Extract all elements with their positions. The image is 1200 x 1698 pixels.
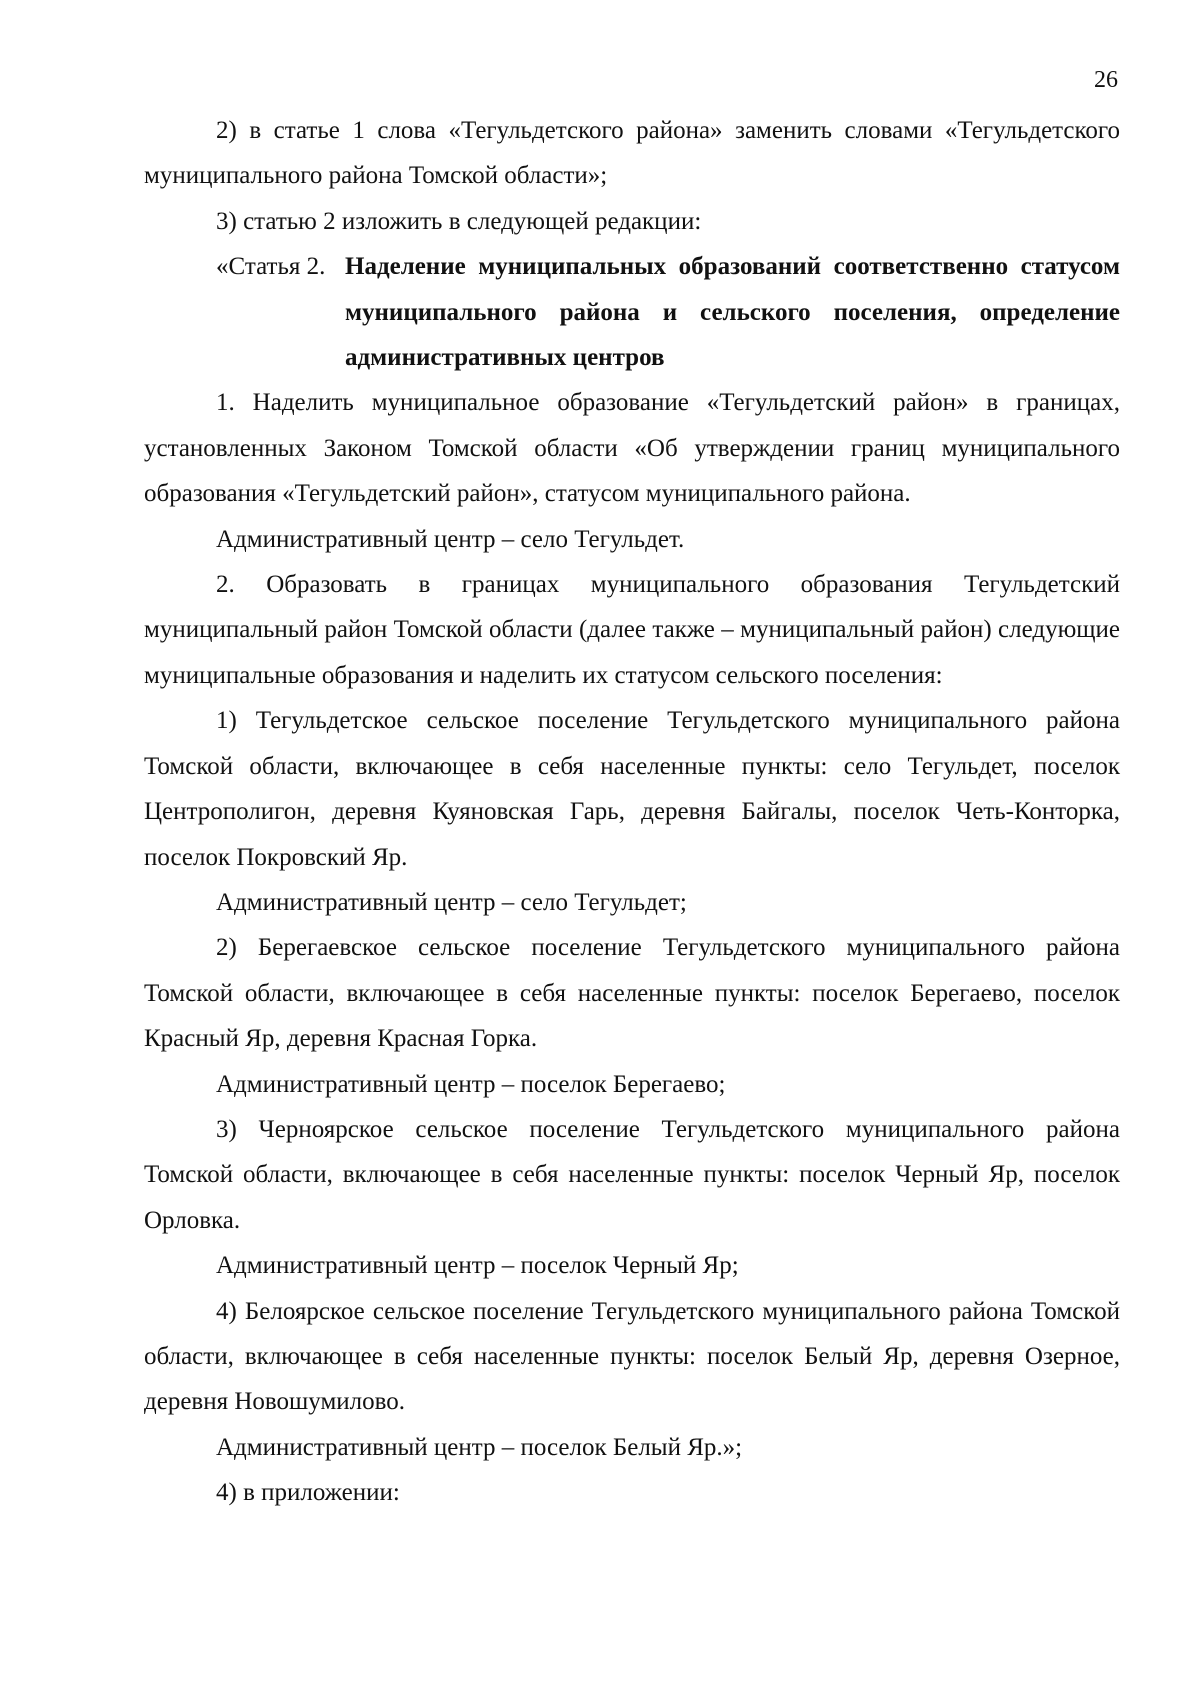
paragraph-settlement-3: 3) Черноярское сельское поселение Тегульдетского муниципального района Томской области, включающее в себя населенные пункты: поселок Черный Яр, поселок Орловка. <box>144 1115 1120 1234</box>
article-label: «Статья 2. <box>216 253 326 281</box>
paragraph-settlement-1-center: Административный центр – село Тегульдет; <box>216 888 687 916</box>
paragraph-settlement-2-center: Административный центр – поселок Берегаево; <box>216 1070 726 1098</box>
article-title: Наделение муниципальных образований соответственно статусом муниципального района и сельского поселения, определение административных центров <box>345 253 1120 372</box>
paragraph-settlement-4: 4) Белоярское сельское поселение Тегульдетского муниципального района Томской области, включающее в себя населенные пункты: поселок Белый Яр, деревня Озерное, деревня Новошумилово. <box>144 1297 1120 1416</box>
article-heading <box>144 244 1120 380</box>
paragraph-amend-article-1: 2) в статье 1 слова «Тегульдетского района» заменить словами «Тегульдетского муниципального района Томской области»; <box>144 117 1120 190</box>
paragraph-settlement-3-center: Административный центр – поселок Черный Яр; <box>216 1252 739 1280</box>
paragraph-district-status: 1. Наделить муниципальное образование «Тегульдетский район» в границах, установленных Законом Томской области «Об утверждении границ муниципального образования «Тегульдетский район», статусом муниципального района. <box>144 389 1120 508</box>
paragraph-form-settlements: 2. Образовать в границах муниципального образования Тегульдетский муниципальный район Томской области (далее также – муниципальный район) следующие муниципальные образования и наделить их статусом сельского поселения: <box>144 571 1120 689</box>
paragraph-appendix: 4) в приложении: <box>216 1479 400 1507</box>
page-number: 26 <box>1094 67 1118 93</box>
paragraph-district-center: Административный центр – село Тегульдет. <box>216 525 685 553</box>
paragraph-settlement-4-center: Административный центр – поселок Белый Яр.»; <box>216 1433 743 1461</box>
paragraph-settlement-2: 2) Берегаевское сельское поселение Тегульдетского муниципального района Томской области, включающее в себя населенные пункты: поселок Берегаево, поселок Красный Яр, деревня Красная Горка. <box>144 934 1120 1053</box>
paragraph-settlement-1: 1) Тегульдетское сельское поселение Тегульдетского муниципального района Томской области, включающее в себя населенные пункты: село Тегульдет, поселок Центрополигон, деревня Куяновская Гарь, деревня Байгалы, поселок Четь-Конторка, поселок Покровский Яр. <box>144 707 1120 871</box>
paragraph-amend-article-2: 3) статью 2 изложить в следующей редакции: <box>216 207 702 235</box>
document-body <box>144 108 1120 1516</box>
